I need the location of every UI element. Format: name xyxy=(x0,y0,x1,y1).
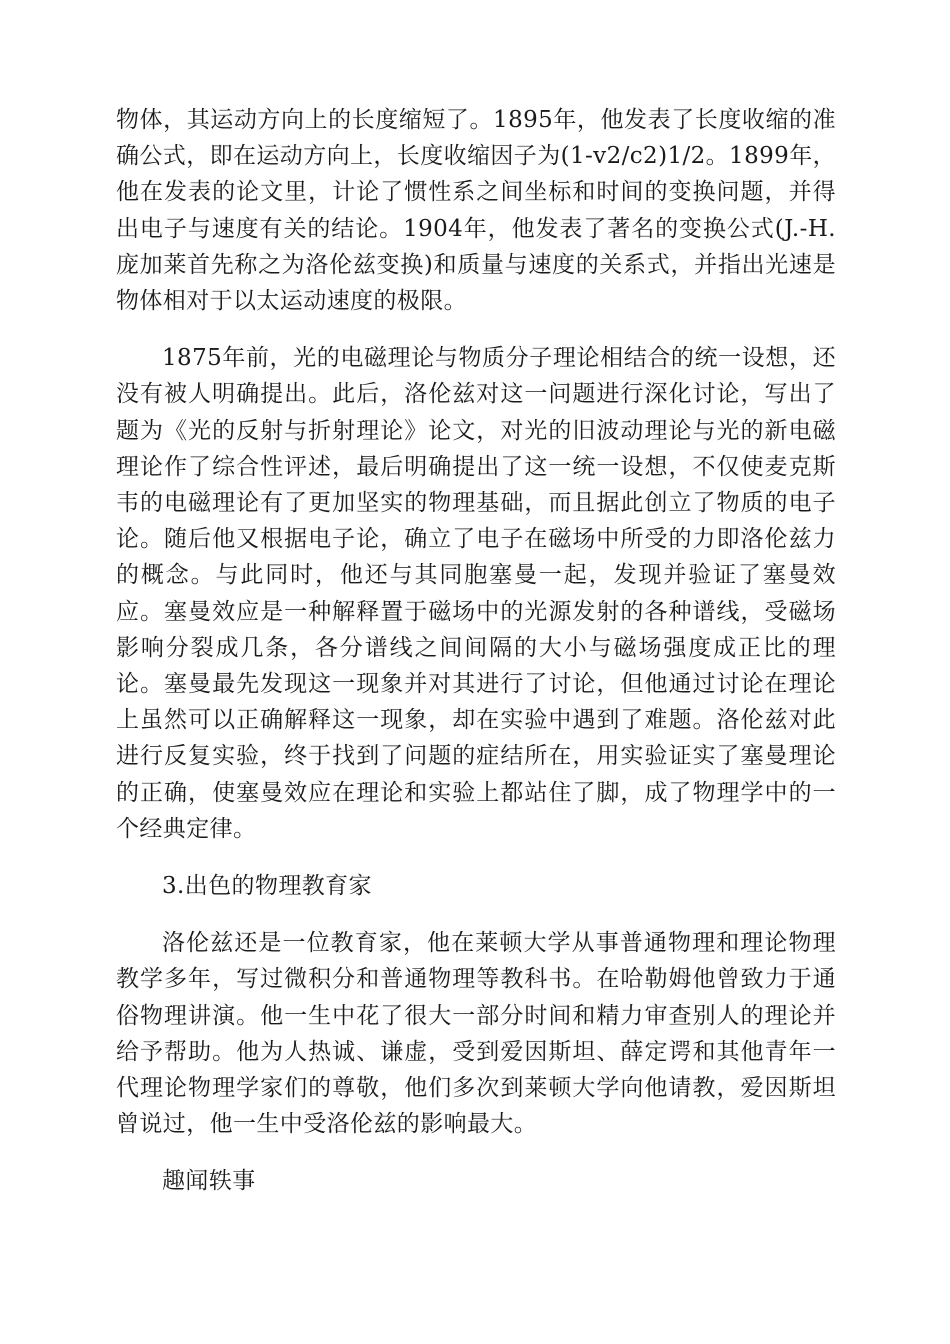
document-page xyxy=(116,102,836,1221)
section-heading-educator: 3.出色的物理教育家 xyxy=(162,873,372,900)
paragraph-educator: 洛伦兹还是一位教育家，他在莱顿大学从事普通物理和理论物理教学多年，写过微积分和普通物理等教科书。在哈勒姆他曾致力于通俗物理讲演。他一生中花了很大一部分时间和精力审查别人的理论并给予帮助。他为人热诚、谦虚，受到爱因斯坦、薛定谔和其他青年一代理论物理学家们的尊敬，他们多次到莱顿大学向他请教，爱因斯坦曾说过，他一生中受洛伦兹的影响最大。 xyxy=(116,930,836,1138)
paragraph-length-contraction: 物体，其运动方向上的长度缩短了。1895年，他发表了长度收缩的准确公式，即在运动方向上，长度收缩因子为(1-v2/c2)1/2。1899年，他在发表的论文里，计论了惯性系之间坐标和时间的变换问题，并得出电子与速度有关的结论。1904年，他发表了著名的变换公式(J.-H.庞加莱首先称之为洛伦兹变换)和质量与速度的关系式，并指出光速是物体相对于以太运动速度的极限。 xyxy=(116,107,836,315)
section-heading-anecdotes: 趣闻轶事 xyxy=(162,1168,256,1195)
paragraph-electron-theory: 1875年前，光的电磁理论与物质分子理论相结合的统一设想，还没有被人明确提出。此后，洛伦兹对这一问题进行深化讨论，写出了题为《光的反射与折射理论》论文，对光的旧波动理论与光的新电磁理论作了综合性评述，最后明确提出了这一统一设想，不仅使麦克斯韦的电磁理论有了更加坚实的物理基础，而且据此创立了物质的电子论。随后他又根据电子论，确立了电子在磁场中所受的力即洛伦兹力的概念。与此同时，他还与其同胞塞曼一起，发现并验证了塞曼效应。塞曼效应是一种解释置于磁场中的光源发射的各种谱线，受磁场影响分裂成几条，各分谱线之间间隔的大小与磁场强度成正比的理论。塞曼最先发现这一现象并对其进行了讨论，但他通过讨论在理论上虽然可以正确解释这一现象，却在实验中遇到了难题。洛伦兹对此进行反复实验，终于找到了问题的症结所在，用实验证实了塞曼理论的正确，使塞曼效应在理论和实验上都站住了脚，成了物理学中的一个经典定律。 xyxy=(116,345,836,842)
